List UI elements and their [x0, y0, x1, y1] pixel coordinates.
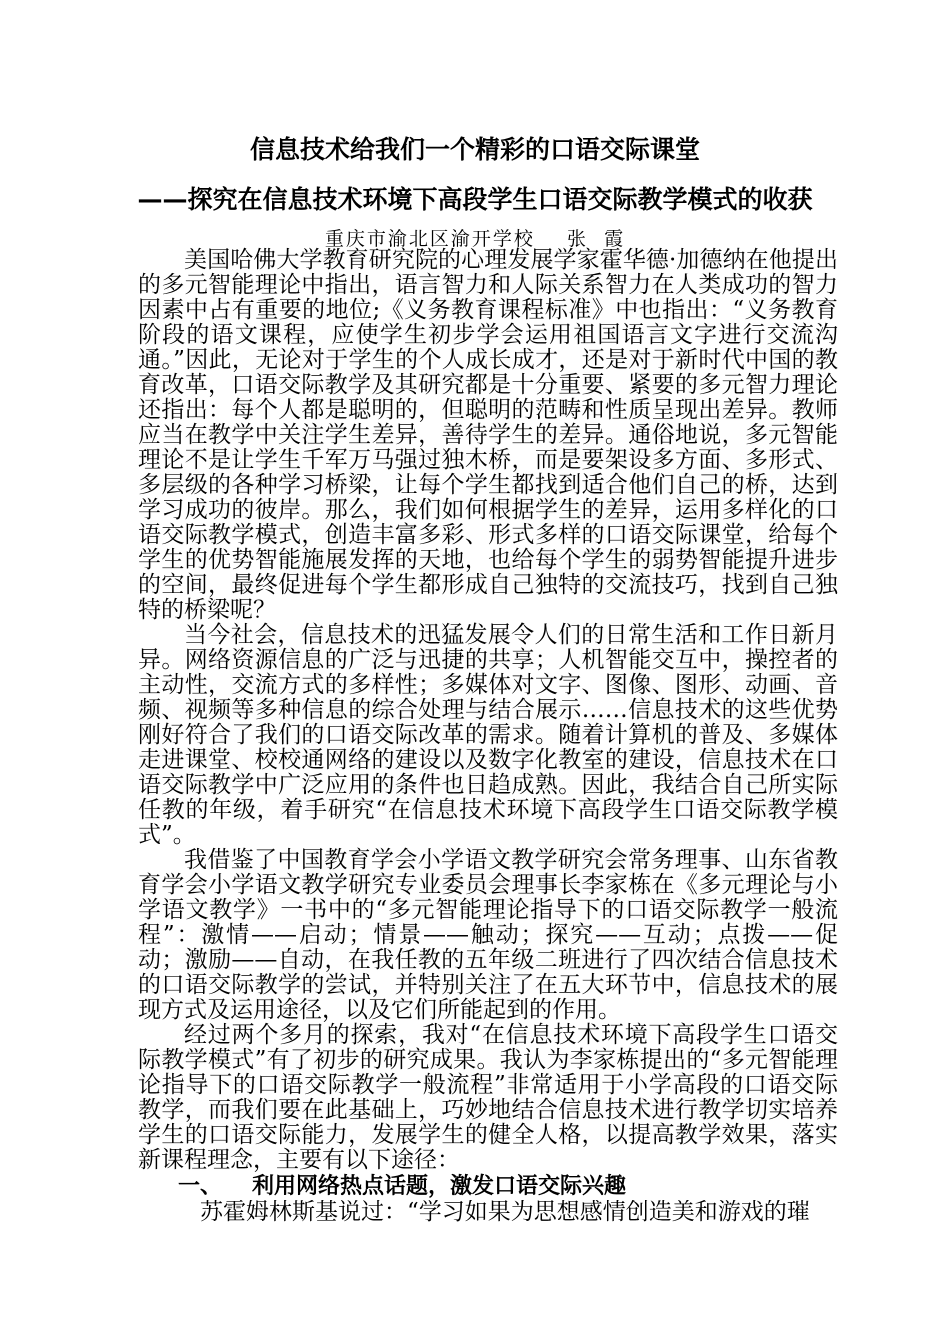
paragraph-4: 经过两个多月的探索，我对“在信息技术环境下高段学生口语交际教学模式”有了初步的研究成果。我认为李家栋提出的“多元智能理论指导下的口语交际教学一般流程”非常适用于小学高段的口语交际教学，而我们要在此基础上，巧妙地结合信息技术进行教学切实培养学生的口语交际能力，发展学生的健全人格，以提高教学效果，落实新课程理念，主要有以下途径：	[138, 1022, 838, 1173]
paragraph-3: 我借鉴了中国教育学会小学语文教学研究会常务理事、山东省教育学会小学语文教学研究专业委员会理事长李家栋在《多元理论与小学语文教学》一书中的“多元智能理论指导下的口语交际教学一般流程”：激情——启动；情景——触动；探究——互动；点拨——促动；激励——自动，在我任教的五年级二班进行了四次结合信息技术的口语交际教学的尝试，并特别关注了在五大环节中，信息技术的展现方式及运用途径，以及它们所能起到的作用。	[138, 847, 838, 1023]
section-heading-1	[138, 1173, 838, 1200]
author-line: 重庆市渝北区渝开学校 张 霞	[324, 228, 626, 250]
paragraph-1: 美国哈佛大学教育研究院的心理发展学家霍华德·加德纳在他提出的多元智能理论中指出，语言智力和人际关系智力在人类成功的智力因素中占有重要的地位;《义务教育课程标准》中也指出：“义务教育阶段的语文课程，应使学生初步学会运用祖国语言文字进行交流沟通。”因此，无论对于学生的个人成长成才，还是对于新时代中国的教育改革，口语交际教学及其研究都是十分重要、紧要的多元智力理论还指出：每个人都是聪明的，但聪明的范畴和性质呈现出差异。教师应当在教学中关注学生差异，善待学生的差异。通俗地说，多元智能理论不是让学生千军万马强过独木桥，而是要架设多方面、多形式、多层级的各种学习桥梁，让每个学生都找到适合他们自己的桥，达到学习成功的彼岸。那么，我们如何根据学生的差异，运用多样化的口语交际教学模式，创造丰富多彩、形式多样的口语交际课堂，给每个学生的优势智能施展发挥的天地，也给每个学生的弱势智能提升进步的空间，最终促进每个学生都形成自己独特的交流技巧，找到自己独特的桥梁呢？	[138, 247, 838, 623]
document-title: 信息技术给我们一个精彩的口语交际课堂	[249, 135, 700, 164]
document-subtitle: ——探究在信息技术环境下高段学生口语交际教学模式的收获	[137, 185, 813, 214]
section-number: 一、	[178, 1174, 223, 1199]
document-body	[138, 248, 838, 1225]
paragraph-5: 苏霍姆林斯基说过：“学习如果为思想感情创造美和游戏的璀	[200, 1200, 810, 1225]
paragraph-2: 当今社会，信息技术的迅猛发展令人们的日常生活和工作日新月异。网络资源信息的广泛与迅捷的共享；人机智能交互中，操控者的主动性，交流方式的多样性；多媒体对文字、图像、图形、动画、音频、视频等多种信息的综合处理与结合展示……信息技术的这些优势刚好符合了我们的口语交际改革的需求。随着计算机的普及、多媒体走进课堂、校校通网络的建设以及数字化教室的建设，信息技术在口语交际教学中广泛应用的条件也日趋成熟。因此，我结合自己所实际任教的年级，着手研究“在信息技术环境下高段学生口语交际教学模式”。	[138, 622, 838, 848]
section-heading-text: 利用网络热点话题，激发口语交际兴趣	[252, 1174, 627, 1199]
